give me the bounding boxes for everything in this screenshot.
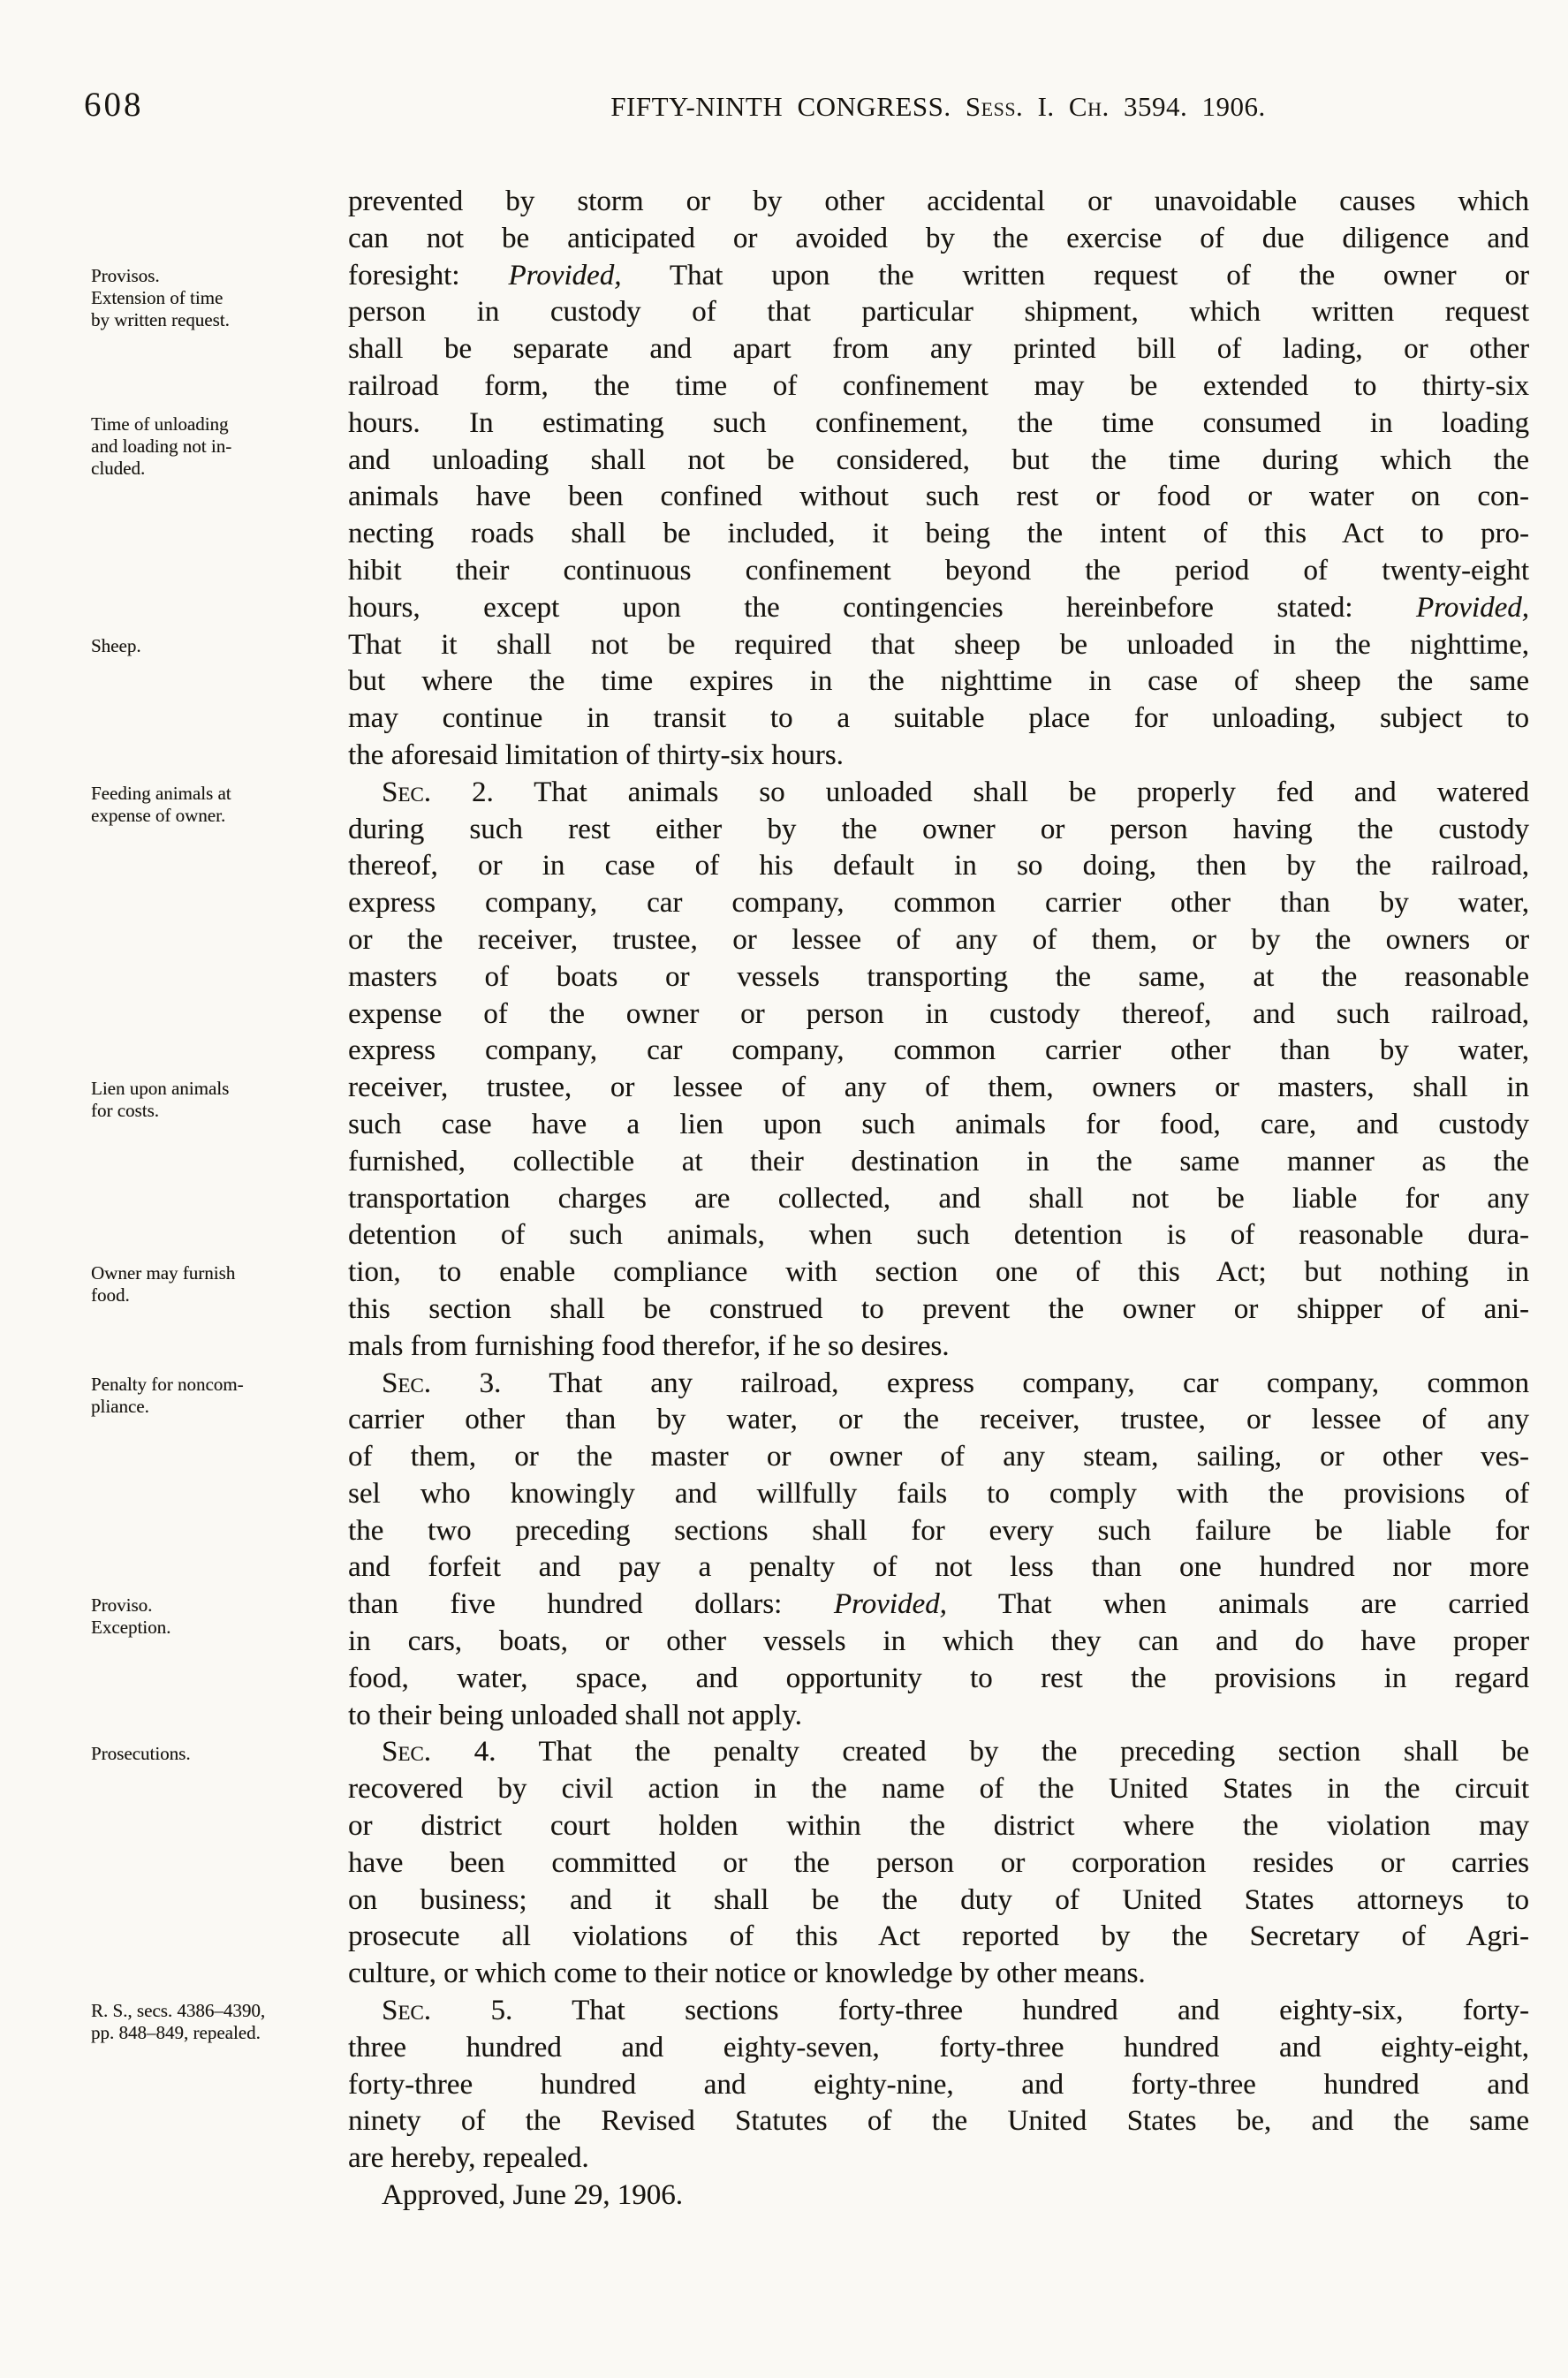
text-run: express company, car company, common carrier other than by water, bbox=[348, 1034, 1529, 1067]
body-line bbox=[348, 1993, 1529, 2030]
text-run: prevented by storm or by other accidental or unavoidable causes which bbox=[348, 186, 1529, 217]
text-run: such case have a lien upon such animals for food, care, and custody bbox=[348, 1108, 1529, 1140]
body-line bbox=[348, 1033, 1529, 1070]
text-run: mals from furnishing food therefor, if he so desires. bbox=[348, 1329, 950, 1362]
text-run: can not be anticipated or avoided by the exercise of due diligence and bbox=[348, 222, 1529, 254]
body-line bbox=[348, 516, 1529, 553]
body-line bbox=[348, 1366, 1529, 1403]
text-run: tion, to enable compliance with section one of this Act; but nothing in bbox=[348, 1256, 1529, 1289]
body-line bbox=[348, 1882, 1529, 1920]
body-line bbox=[348, 1254, 1529, 1291]
margin-note-provisos bbox=[91, 265, 347, 331]
body-line bbox=[348, 663, 1529, 701]
body-line bbox=[348, 1771, 1529, 1808]
paragraph bbox=[348, 1993, 1529, 2177]
italic-text: Provided, bbox=[1416, 591, 1529, 624]
margin-note-line: cluded. bbox=[91, 458, 146, 479]
body-line bbox=[348, 959, 1529, 996]
body-line bbox=[348, 996, 1529, 1034]
text-run: are hereby, repealed. bbox=[348, 2142, 589, 2175]
text-run: Approved, June 29, 1906. bbox=[382, 2179, 683, 2212]
body-line bbox=[348, 775, 1529, 812]
body-line bbox=[348, 368, 1529, 405]
text-run: of them, or the master or owner of any steam, sailing, or other ves- bbox=[348, 1441, 1529, 1473]
text-run: during such rest either by the owner or person having the custody bbox=[348, 813, 1529, 845]
text-run: That any railroad, express company, car company, common bbox=[501, 1367, 1529, 1399]
text-run: 3594. 1906. bbox=[1109, 91, 1266, 122]
text-run: food, water, space, and opportunity to rest the provisions in regard bbox=[348, 1662, 1529, 1694]
text-run: That animals so unloaded shall be properly fed and watered bbox=[493, 776, 1529, 808]
margin-note-line: Time of unloading bbox=[91, 413, 229, 435]
body-line bbox=[348, 184, 1529, 221]
text-run: hours, except upon the contingencies hereinbefore stated: bbox=[348, 591, 1416, 624]
text-run: but where the time expires in the nighttime in case of sheep the same bbox=[348, 665, 1529, 698]
margin-note-line: R. S., secs. 4386–4390, bbox=[91, 2000, 266, 2021]
text-run: That upon the written request of the owner or bbox=[621, 259, 1529, 292]
body-line bbox=[348, 701, 1529, 738]
body-line bbox=[348, 1587, 1529, 1624]
margin-note-line: Provisos. bbox=[91, 265, 160, 286]
margin-note-sheep bbox=[91, 635, 347, 657]
body-line bbox=[348, 1919, 1529, 1956]
margin-note-line: for costs. bbox=[91, 1100, 159, 1121]
statute-body bbox=[348, 184, 1529, 2215]
text-run: hibit their continuous confinement beyond the period of twenty-eight bbox=[348, 554, 1529, 587]
body-line bbox=[348, 443, 1529, 480]
smallcaps-text: Sec. 2. bbox=[382, 776, 494, 808]
margin-note-line: Proviso. bbox=[91, 1594, 153, 1616]
text-run: and unloading shall not be considered, but the time during which the bbox=[348, 443, 1529, 476]
margin-note-line: Extension of time bbox=[91, 287, 223, 308]
body-line bbox=[348, 294, 1529, 331]
body-line bbox=[348, 2177, 1529, 2215]
body-line bbox=[348, 1329, 1529, 1366]
text-run: detention of such animals, when such detention is of reasonable dura- bbox=[348, 1219, 1529, 1252]
body-line bbox=[348, 1956, 1529, 1993]
margin-note-owner-food bbox=[91, 1262, 347, 1306]
body-line bbox=[348, 2067, 1529, 2104]
smallcaps-text: Sec. 3. bbox=[382, 1367, 502, 1399]
smallcaps-text: Ch. bbox=[1068, 91, 1110, 122]
text-run: than five hundred dollars: bbox=[348, 1588, 834, 1621]
text-run: thereof, or in case of his default in so doing, then by the railroad, bbox=[348, 850, 1529, 882]
text-run: recovered by civil action in the name of the United States in the circuit bbox=[348, 1773, 1529, 1806]
margin-note-feeding-animals bbox=[91, 783, 347, 827]
margin-note-line: Penalty for noncom- bbox=[91, 1374, 244, 1395]
smallcaps-text: Sec. 5. bbox=[382, 1995, 513, 2027]
body-line bbox=[348, 1217, 1529, 1254]
text-run: forty-three hundred and eighty-nine, and forty-three hundred and bbox=[348, 2068, 1529, 2101]
body-line bbox=[348, 885, 1529, 922]
body-line bbox=[348, 2103, 1529, 2140]
margin-note-lien bbox=[91, 1078, 347, 1122]
paragraph bbox=[348, 2177, 1529, 2215]
text-run: shall be separate and apart from any printed bill of lading, or other bbox=[348, 333, 1529, 366]
margin-note-line: and loading not in- bbox=[91, 435, 232, 457]
text-run: person in custody of that particular shipment, which written request bbox=[348, 296, 1529, 329]
text-run: hours. In estimating such confinement, the time consumed in loading bbox=[348, 406, 1529, 439]
body-line bbox=[348, 2030, 1529, 2067]
text-run: furnished, collectible at their destination in the same manner as the bbox=[348, 1145, 1529, 1178]
body-line bbox=[348, 1476, 1529, 1513]
text-run: to their being unloaded shall not apply. bbox=[348, 1699, 802, 1731]
text-run: culture, or which come to their notice or knowledge by other means. bbox=[348, 1958, 1146, 1990]
text-run: the two preceding sections shall for every such failure be liable for bbox=[348, 1514, 1529, 1547]
body-line bbox=[348, 1698, 1529, 1735]
text-run: That sections forty-three hundred and eighty-six, forty- bbox=[512, 1995, 1530, 2027]
margin-note-line: Prosecutions. bbox=[91, 1743, 191, 1764]
italic-text: Provided, bbox=[508, 259, 622, 292]
body-line bbox=[348, 1107, 1529, 1144]
text-run: or district court holden within the district where the violation may bbox=[348, 1810, 1529, 1843]
text-run: three hundred and eighty-seven, forty-three hundred and eighty-eight, bbox=[348, 2031, 1529, 2064]
text-run: have been committed or the person or corporation resides or carries bbox=[348, 1846, 1529, 1879]
text-run: That the penalty created by the preceding section shall be bbox=[496, 1736, 1529, 1768]
body-line bbox=[348, 331, 1529, 368]
body-line bbox=[348, 405, 1529, 443]
text-run: That when animals are carried bbox=[946, 1588, 1529, 1621]
text-run: expense of the owner or person in custody thereof, and such railroad, bbox=[348, 997, 1529, 1030]
text-run: I. bbox=[1023, 91, 1069, 122]
page-number: 608 bbox=[84, 86, 144, 124]
body-line bbox=[348, 590, 1529, 627]
text-run: FIFTY-NINTH CONGRESS. bbox=[610, 91, 966, 122]
body-line bbox=[348, 1549, 1529, 1587]
paragraph bbox=[348, 775, 1529, 1366]
body-line bbox=[348, 258, 1529, 295]
text-run: may continue in transit to a suitable place for unloading, subject to bbox=[348, 702, 1529, 735]
margin-note-proviso-exception bbox=[91, 1594, 347, 1639]
margin-note-line: pliance. bbox=[91, 1396, 149, 1417]
body-line bbox=[348, 1624, 1529, 1661]
smallcaps-text: Sec. 4. bbox=[382, 1736, 496, 1768]
text-run: sel who knowingly and willfully fails to comply with the provisions of bbox=[348, 1477, 1529, 1510]
text-run: ninety of the Revised Statutes of the United States be, and the same bbox=[348, 2105, 1529, 2138]
margin-note-line: Lien upon animals bbox=[91, 1078, 230, 1099]
body-line bbox=[348, 1808, 1529, 1845]
paragraph bbox=[348, 1734, 1529, 1993]
body-line bbox=[348, 1661, 1529, 1698]
body-line bbox=[348, 1181, 1529, 1218]
paragraph bbox=[348, 1366, 1529, 1735]
margin-note-penalty bbox=[91, 1374, 347, 1418]
body-line bbox=[348, 1402, 1529, 1439]
text-run: necting roads shall be included, it being the intent of this Act to pro- bbox=[348, 518, 1529, 550]
body-line bbox=[348, 221, 1529, 258]
body-line bbox=[348, 479, 1529, 516]
body-line bbox=[348, 738, 1529, 775]
italic-text: Provided, bbox=[833, 1588, 947, 1621]
smallcaps-text: Sess. bbox=[965, 91, 1024, 122]
body-line bbox=[348, 1845, 1529, 1882]
body-line bbox=[348, 553, 1529, 590]
margin-note-line: expense of owner. bbox=[91, 805, 226, 826]
text-run: carrier other than by water, or the receiver, trustee, or lessee of any bbox=[348, 1404, 1529, 1436]
body-line bbox=[348, 812, 1529, 849]
body-line bbox=[348, 2140, 1529, 2177]
text-run: transportation charges are collected, and shall not be liable for any bbox=[348, 1182, 1529, 1215]
text-run: the aforesaid limitation of thirty-six hours. bbox=[348, 738, 844, 771]
body-line bbox=[348, 1513, 1529, 1550]
text-run: or the receiver, trustee, or lessee of any of them, or by the owners or bbox=[348, 923, 1529, 956]
body-line bbox=[348, 848, 1529, 885]
text-run: animals have been confined without such rest or food or water on con- bbox=[348, 481, 1529, 513]
text-run: and forfeit and pay a penalty of not less than one hundred nor more bbox=[348, 1551, 1529, 1584]
text-run: in cars, boats, or other vessels in which they can and do have proper bbox=[348, 1625, 1529, 1658]
margin-note-prosecutions bbox=[91, 1743, 347, 1765]
paragraph bbox=[348, 184, 1529, 775]
body-line bbox=[348, 627, 1529, 664]
margin-note-line: by written request. bbox=[91, 309, 230, 330]
text-run: express company, car company, common carrier other than by water, bbox=[348, 887, 1529, 920]
margin-note-time-of-unloading bbox=[91, 413, 347, 480]
body-line bbox=[348, 1439, 1529, 1476]
text-run: this section shall be construed to prevent the owner or shipper of ani- bbox=[348, 1292, 1529, 1325]
text-run: prosecute all violations of this Act reported by the Secretary of Agri- bbox=[348, 1920, 1529, 1953]
text-run: on business; and it shall be the duty of United States attorneys to bbox=[348, 1883, 1529, 1916]
body-line bbox=[348, 1734, 1529, 1771]
margin-note-line: Feeding animals at bbox=[91, 783, 231, 804]
margin-note-line: Exception. bbox=[91, 1617, 171, 1638]
text-run: foresight: bbox=[348, 259, 509, 292]
text-run: masters of boats or vessels transporting the same, at the reasonable bbox=[348, 960, 1529, 993]
margin-note-line: Owner may furnish bbox=[91, 1262, 236, 1284]
body-line bbox=[348, 1291, 1529, 1329]
text-run: railroad form, the time of confinement may be extended to thirty-six bbox=[348, 369, 1529, 402]
text-run: That it shall not be required that sheep be unloaded in the nighttime, bbox=[348, 628, 1529, 661]
text-run: receiver, trustee, or lessee of any of them, owners or masters, shall in bbox=[348, 1072, 1529, 1104]
body-line bbox=[348, 1144, 1529, 1181]
margin-note-rs-repealed bbox=[91, 2000, 347, 2044]
body-line bbox=[348, 1070, 1529, 1107]
body-line bbox=[348, 922, 1529, 959]
margin-note-line: Sheep. bbox=[91, 635, 141, 656]
margin-note-line: food. bbox=[91, 1284, 130, 1306]
margin-note-line: pp. 848–849, repealed. bbox=[91, 2022, 261, 2043]
